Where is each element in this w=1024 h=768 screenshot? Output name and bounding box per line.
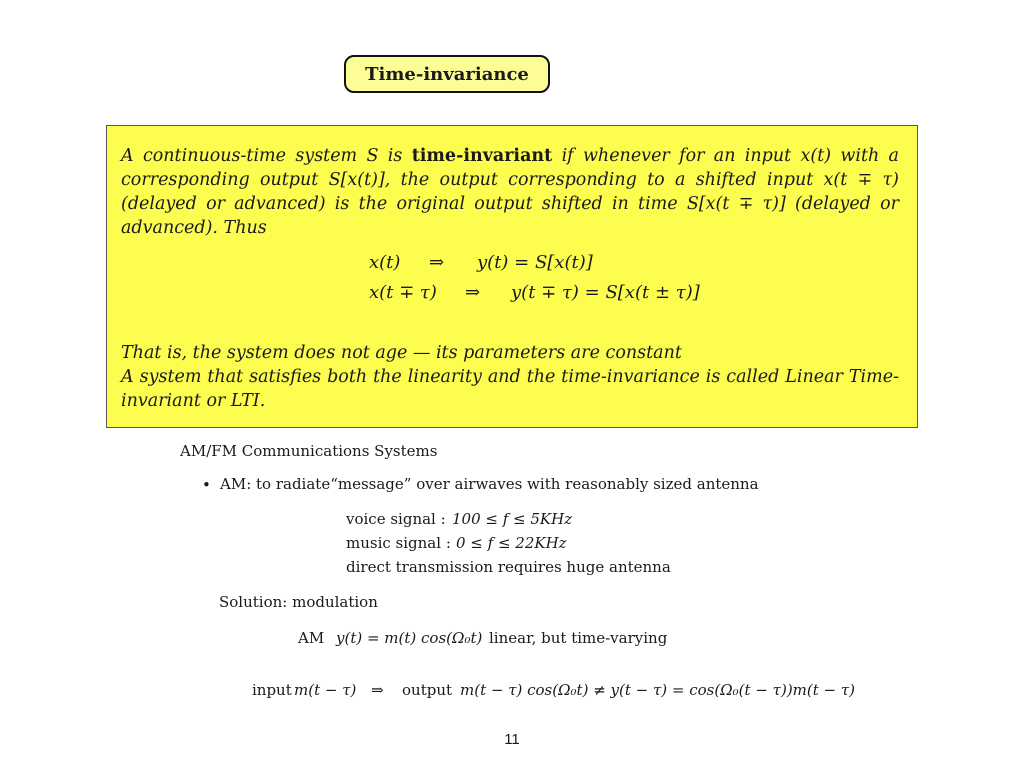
equation-2-arrow: ⇒ <box>465 282 481 303</box>
am-equation: y(t) = m(t) cos(Ω₀t) <box>336 629 483 647</box>
definition-closing <box>121 341 899 413</box>
output-label: output <box>402 681 453 699</box>
implies-arrow: ⇒ <box>371 681 384 699</box>
definition-box <box>106 125 918 428</box>
equation-1-rhs: y(t) = S[x(t)] <box>477 252 593 273</box>
definition-text-start: A continuous-time system S is <box>121 146 403 166</box>
output-expression: m(t − τ) cos(Ω₀t) ≠ y(t − τ) = cos(Ω₀(t − τ))m(t − τ) <box>460 681 856 699</box>
music-signal-label: music signal : <box>346 534 451 552</box>
direct-transmission-note: direct transmission requires huge antenna <box>346 558 671 576</box>
bullet-dot: • <box>202 476 211 494</box>
am-bullet-text: AM: to radiate“message” over airwaves with reasonably sized antenna <box>220 475 759 493</box>
music-signal-range: 0 ≤ f ≤ 22KHz <box>456 534 567 552</box>
voice-signal-range: 100 ≤ f ≤ 5KHz <box>452 510 573 528</box>
slide-title <box>344 55 550 93</box>
equation-1-lhs: x(t) <box>369 252 401 273</box>
am-label: AM <box>298 629 325 647</box>
equation-2-rhs: y(t ∓ τ) = S[x(t ± τ)] <box>511 282 700 303</box>
solution-text: Solution: modulation <box>219 593 378 611</box>
definition-term: time-invariant <box>411 146 553 166</box>
slide-title-text: Time-invariance <box>365 63 529 85</box>
input-expression: m(t − τ) <box>294 681 357 699</box>
definition-text-rest: if whenever for an input x(t) with a corresponding output S[x(t)], the output corresponding to a shifted input x(t ∓ τ) (delayed or advanced) is the original output shifted in time S[x(t ∓ τ)] (delayed or advanced). Thus <box>121 146 899 238</box>
page-number: 11 <box>504 731 520 748</box>
definition-paragraph <box>121 144 899 240</box>
closing-line-1: That is, the system does not age — its parameters are constant <box>121 343 682 363</box>
voice-signal-label: voice signal : <box>346 510 446 528</box>
closing-line-2: A system that satisfies both the linearity and the time-invariance is called Linear Time-invariant or LTI. <box>121 367 899 411</box>
equation-1-arrow: ⇒ <box>429 252 445 273</box>
equation-2-lhs: x(t ∓ τ) <box>369 282 437 303</box>
section-heading: AM/FM Communications Systems <box>180 442 438 460</box>
am-note: linear, but time-varying <box>489 629 668 647</box>
input-label: input <box>252 681 292 699</box>
